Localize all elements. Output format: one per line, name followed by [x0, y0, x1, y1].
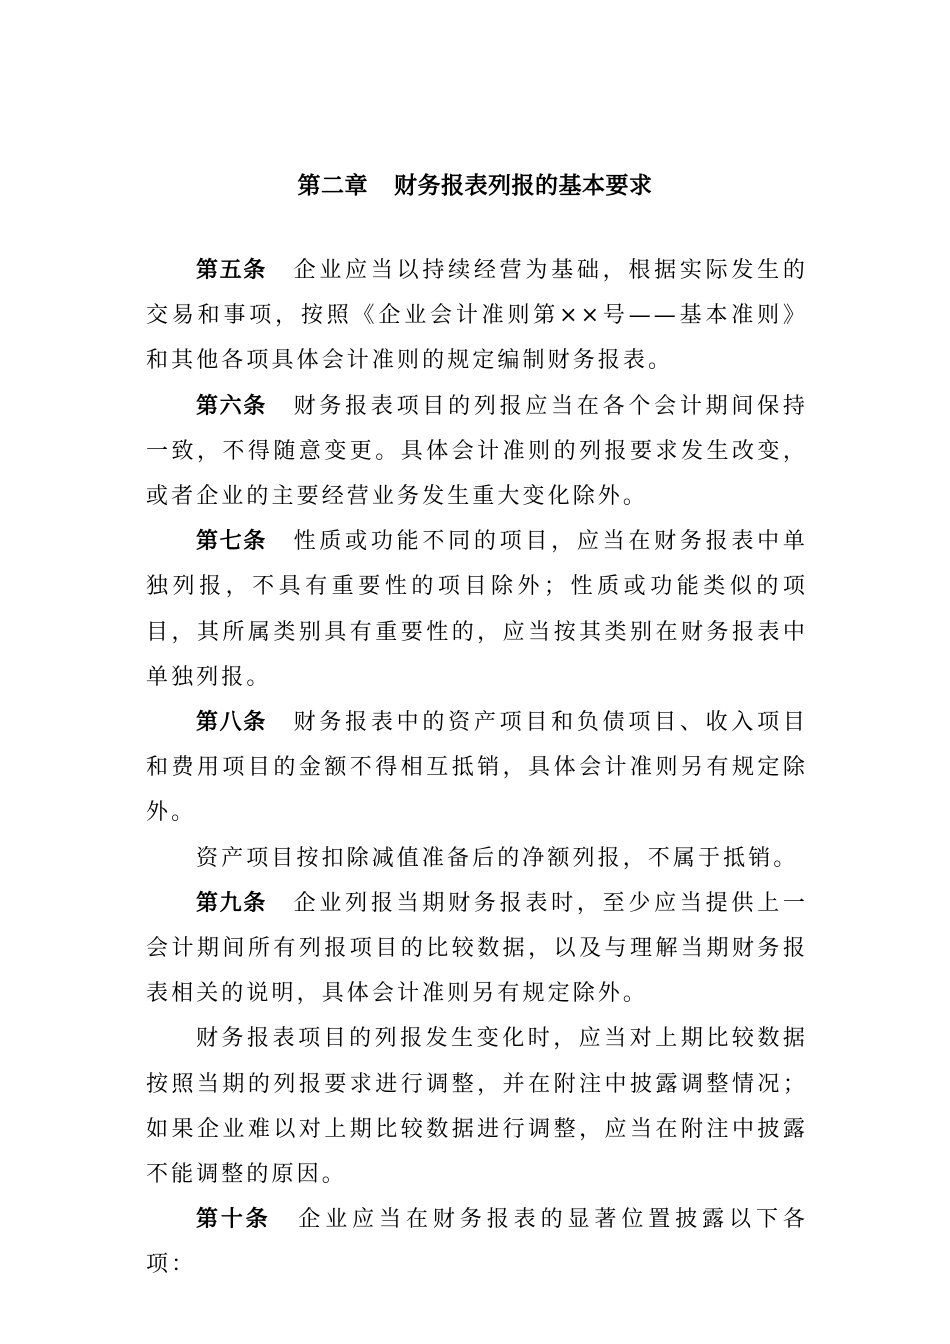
paragraph-netting-note — [146, 836, 808, 881]
document-body — [146, 248, 808, 1288]
article-9 — [146, 881, 808, 1017]
article-5 — [146, 248, 808, 384]
article-8 — [146, 700, 808, 836]
article-label: 第九条 — [196, 890, 267, 916]
article-text: 性质或功能不同的项目，应当在财务报表中单独列报，不具有重要性的项目除外；性质或功能类似的项目，其所属类别具有重要性的，应当按其类别在财务报表中单独列报。 — [146, 529, 808, 690]
chapter-heading — [0, 168, 950, 204]
article-6 — [146, 384, 808, 520]
article-text: 企业应当以持续经营为基础，根据实际发生的交易和事项，按照《企业会计准则第××号——基本准则》和其他各项具体会计准则的规定编制财务报表。 — [146, 258, 808, 374]
paragraph-comparative-adjustment — [146, 1016, 808, 1197]
article-text: 企业列报当期财务报表时，至少应当提供上一会计期间所有列报项目的比较数据，以及与理解当期财务报表相关的说明，具体会计准则另有规定除外。 — [146, 890, 808, 1007]
article-10 — [146, 1197, 808, 1287]
paragraph-text: 财务报表项目的列报发生变化时，应当对上期比较数据按照当期的列报要求进行调整，并在附注中披露调整情况；如果企业难以对上期比较数据进行调整，应当在附注中披露不能调整的原因。 — [146, 1026, 808, 1188]
article-label: 第八条 — [196, 710, 267, 736]
article-text: 财务报表中的资产项目和负债项目、收入项目和费用项目的金额不得相互抵销，具体会计准则另有规定除外。 — [146, 710, 808, 826]
article-text: 企业应当在财务报表的显著位置披露以下各项： — [146, 1207, 808, 1278]
article-label: 第十条 — [196, 1207, 271, 1233]
article-label: 第六条 — [196, 393, 267, 419]
article-label: 第五条 — [196, 258, 267, 283]
article-text: 财务报表项目的列报应当在各个会计期间保持一致，不得随意变更。具体会计准则的列报要求发生改变，或者企业的主要经营业务发生重大变化除外。 — [146, 393, 808, 510]
article-label: 第七条 — [196, 529, 267, 555]
chapter-title: 财务报表列报的基本要求 — [394, 173, 653, 199]
article-7 — [146, 519, 808, 700]
paragraph-text: 资产项目按扣除减值准备后的净额列报，不属于抵销。 — [196, 845, 799, 871]
chapter-label: 第二章 — [297, 173, 368, 199]
